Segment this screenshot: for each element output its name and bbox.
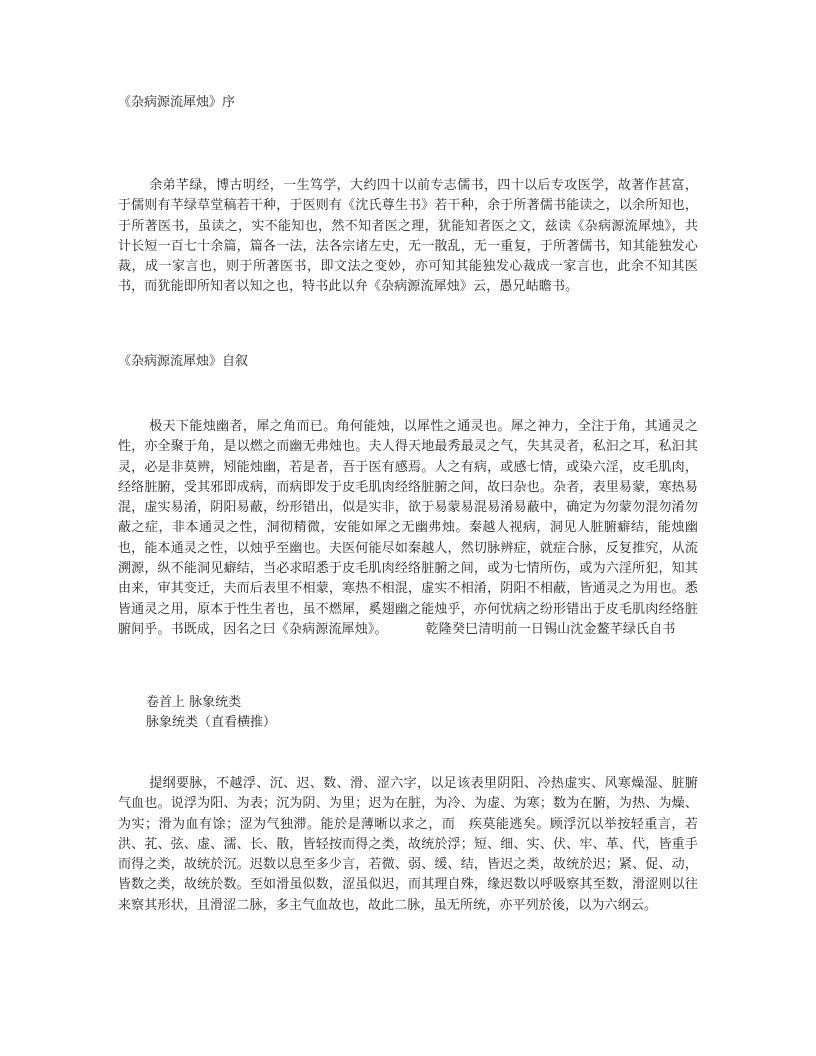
self-narration-body	[118, 417, 698, 640]
volume-body: 提纲要脉，不越浮、沉、迟、数、滑、涩六字，以足该表里阴阳、冷热虚实、风寒燥湿、脏腑气血也。说浮为阳、为表；沉为阴、为里；迟为在脏，为冷、为虚、为寒；数为在腑，为热、为燥、为实；滑为血有馀；涩为气独滞。能於是薄晰以求之，而 疾莫能逃矣。顾浮沉以举按轻重言，若洪、芤、弦、虚、濡、长、散，皆轻按而得之类，故统於浮；短、细、实、伏、牢、革、代，皆重手而得之类，故统於沉。迟数以息至多少言，若微、弱、缓、结，皆迟之类，故统於迟；紧、促、动，皆数之类，故统於数。至如滑虽似数，涩虽似迟，而其理自殊，缘迟数以呼吸察其至数，滑涩则以往来察其形状，且滑涩二脉，多主气血故也，故此二脉，虽无所统，亦平列於後，以为六纲云。	[118, 776, 698, 913]
self-narration-title: 《杂病源流犀烛》自叙	[118, 354, 249, 369]
volume-heading: 卷首上 脉象统类	[146, 695, 242, 710]
preface-title: 《杂病源流犀烛》序	[118, 95, 236, 110]
self-narration-text: 极天下能烛幽者，犀之角而已。角何能烛，以犀性之通灵也。犀之神力，全注于角，其通灵之性，亦全聚于角，是以燃之而幽无弗烛也。夫人得天地最秀最灵之气，失其灵者，私汩之耳，私汩其灵，必是非莫辨，矧能烛幽，若是者，吾于医有感焉。人之有病，或感七情，或染六淫，皮毛肌肉，经络脏腑，受其邪即成病，而病即发于皮毛肌肉经络脏腑之间，故曰杂也。杂者，表里易蒙，寒热易混，虚实易淆，阴阳易蔽，纷形错出，似是实非，欲于易蒙易混易淆易蔽中，确定为勿蒙勿混勿淆勿蔽之症，非本通灵之性，洞彻精微，安能如犀之无幽弗烛。秦越人视病，洞见人脏腑癖结，能烛幽也，能本通灵之性，以烛乎至幽也。夫医何能尽如秦越人，然切脉辨症，就症合脉，反复推究，从流溯源，纵不能洞见癖结，当必求昭悉于皮毛肌肉经络脏腑之间，或为七情所伤，或为六淫所犯，知其由来，审其变迁，夫而后表里不相蒙，寒热不相混，虚实不相淆，阴阳不相蔽，皆通灵之为用也。悉皆通灵之用，原本于性生者也，虽不燃犀，奚翅幽之能烛乎，亦何忧病之纷形错出于皮毛肌肉经络脏腑间乎。书既成，因名之曰《杂病源流犀烛》。	[118, 419, 698, 637]
self-narration-signature: 乾隆癸巳清明前一日锡山沈金鳌芊绿氏自书	[425, 621, 676, 637]
volume-subheading: 脉象统类（直看横推）	[146, 715, 277, 730]
preface-body: 余弟芊绿，博古明经，一生笃学，大约四十以前专志儒书，四十以后专攻医学，故著作甚富，于儒则有芊绿草堂稿若干种，于医则有《沈氏尊生书》若干种，余于所著儒书能读之，以余所知也，于所著医书，虽读之，实不能知也，然不知者医之理，犹能知者医之文，兹读《杂病源流犀烛》，共计长短一百七十余篇，篇各一法，法各宗诸左史，无一散乱，无一重复，于所著儒书，知其能独发心裁，成一家言也，则于所著医书，即文法之变妙，亦可知其能独发心裁成一家言也，此余不知其医书，而犹能即所知者以知之也，特书此以弁《杂病源流犀烛》云，愚兄岵瞻书。	[118, 178, 698, 295]
